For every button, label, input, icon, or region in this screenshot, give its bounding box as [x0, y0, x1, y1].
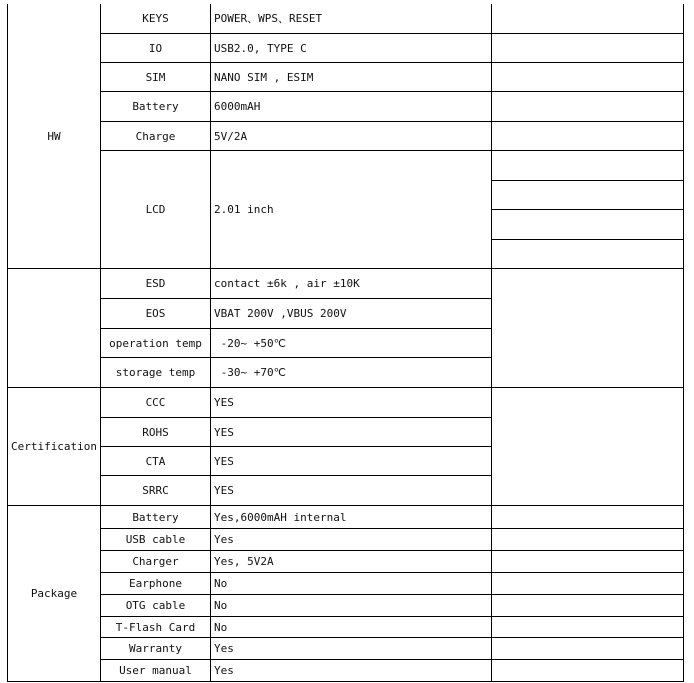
grid-line	[491, 4, 492, 682]
param-rohs: ROHS	[142, 425, 169, 439]
grid-line	[491, 209, 684, 210]
param-otg-cable: OTG cable	[125, 599, 186, 612]
value-tflash-card: No	[214, 620, 228, 634]
value-eos: VBAT 200V ,VBUS 200V	[214, 307, 347, 320]
param-earphone: Earphone	[129, 577, 182, 590]
param-warranty: Warranty	[129, 642, 182, 655]
value-lcd: 2.01 inch	[214, 203, 274, 216]
section-label-package: Package	[30, 587, 78, 600]
grid-line	[683, 4, 684, 682]
param-tflash-card: T-Flash Card	[115, 620, 196, 634]
value-sim: NANO SIM , ESIM	[214, 70, 314, 84]
value-ccc: YES	[214, 396, 234, 409]
param-charge: Charge	[135, 129, 176, 143]
grid-line	[491, 239, 684, 240]
value-keys: POWER、WPS、RESET	[214, 12, 323, 25]
param-lcd: LCD	[145, 203, 166, 216]
section-label-certification: Certification	[10, 440, 98, 453]
param-battery: Battery	[132, 100, 179, 113]
param-pkg-battery: Battery	[132, 510, 179, 524]
value-usb-cable: Yes	[214, 533, 234, 546]
param-charger: Charger	[132, 555, 179, 568]
param-esd: ESD	[145, 277, 166, 290]
value-otg-cable: No	[214, 599, 228, 612]
param-storage-temp: storage temp	[115, 366, 196, 379]
value-storage-temp: -30~ +70℃	[214, 366, 286, 379]
value-io: USB2.0, TYPE C	[214, 41, 307, 55]
param-operation-temp: operation temp	[109, 336, 202, 350]
value-srrc: YES	[214, 484, 234, 497]
value-pkg-battery: Yes,6000mAH internal	[214, 510, 347, 524]
value-esd: contact ±6k , air ±10K	[214, 277, 360, 290]
param-ccc: CCC	[145, 396, 166, 409]
param-keys: KEYS	[142, 12, 169, 25]
value-earphone: No	[214, 577, 228, 590]
value-battery: 6000mAH	[214, 100, 261, 113]
grid-line	[491, 180, 684, 181]
param-usb-cable: USB cable	[125, 533, 186, 546]
param-io: IO	[148, 41, 163, 55]
value-rohs: YES	[214, 425, 234, 439]
value-charger: Yes, 5V2A	[214, 555, 274, 568]
param-user-manual: User manual	[119, 664, 192, 677]
param-cta: CTA	[145, 454, 166, 468]
grid-line	[7, 681, 684, 682]
param-eos: EOS	[145, 307, 166, 320]
value-warranty: Yes	[214, 642, 234, 655]
section-label-hw: HW	[47, 129, 61, 143]
value-user-manual: Yes	[214, 664, 234, 677]
value-operation-temp: -20~ +50℃	[214, 336, 286, 350]
param-srrc: SRRC	[142, 484, 169, 497]
param-sim: SIM	[145, 70, 166, 84]
value-charge: 5V/2A	[214, 129, 248, 143]
value-cta: YES	[214, 454, 234, 468]
